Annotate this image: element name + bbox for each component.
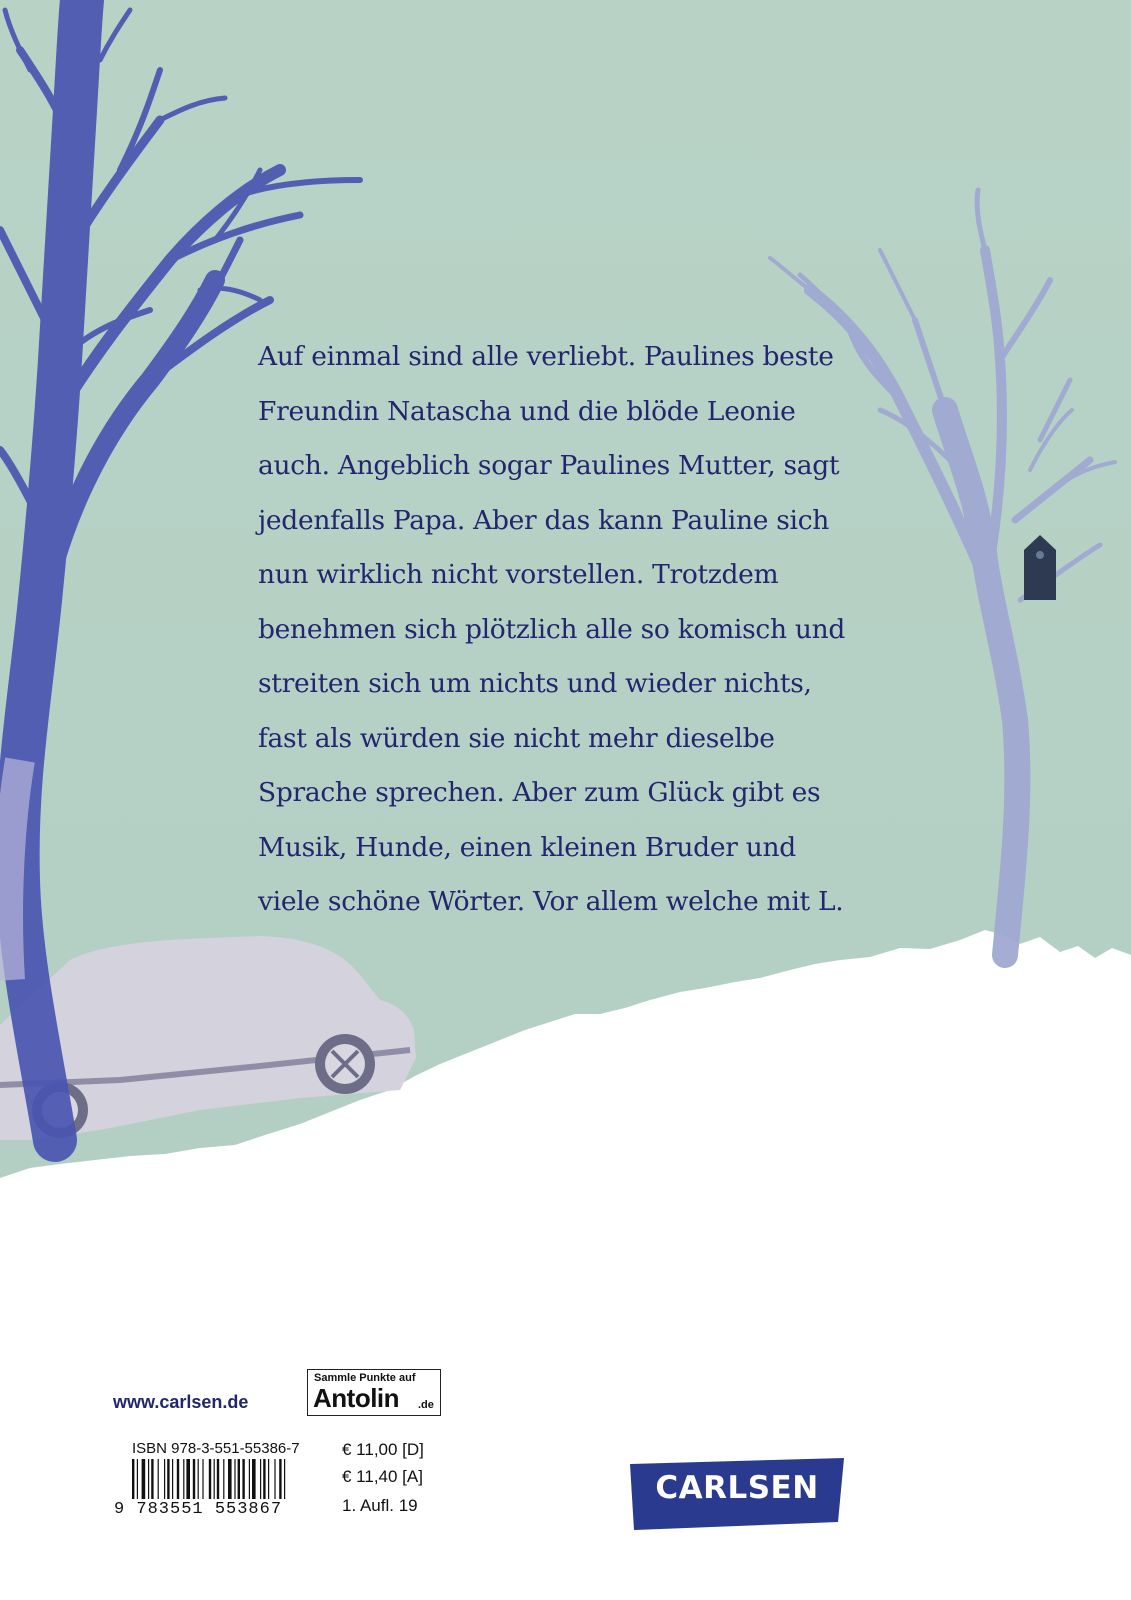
barcode-bar: [167, 1459, 169, 1499]
barcode-bar: [183, 1459, 184, 1499]
barcode-bar: [193, 1459, 195, 1499]
antolin-badge: [307, 1369, 441, 1416]
barcode-bar: [284, 1459, 285, 1499]
barcode-bar: [177, 1459, 179, 1499]
barcode-bar: [268, 1459, 269, 1499]
carlsen-logo: [628, 1458, 846, 1532]
barcode-bar: [238, 1459, 240, 1499]
barcode-bar: [260, 1459, 261, 1499]
barcode-number: 9 783551 553867: [114, 1500, 283, 1519]
blurb-line: Auf einmal sind alle verliebt. Paulines beste: [258, 341, 834, 372]
blurb-line: benehmen sich plötzlich alle so komisch und: [258, 613, 846, 645]
blurb-line: streiten sich um nichts und wieder nichts,: [258, 668, 812, 699]
blurb-line: auch. Angeblich sogar Paulines Mutter, sagt: [258, 450, 840, 481]
carlsen-logo-text: CARLSEN: [655, 1470, 819, 1506]
barcode-bar: [279, 1459, 281, 1499]
price-austria: € 11,40 [A]: [342, 1467, 423, 1486]
blurb-line: nun wirklich nicht vorstellen. Trotzdem: [258, 559, 779, 590]
barcode-bar: [249, 1459, 250, 1499]
barcode-bar: [148, 1459, 149, 1499]
blurb-line: viele schöne Wörter. Vor allem welche mit L.: [258, 886, 844, 917]
barcode-bar: [274, 1459, 275, 1499]
antolin-name: Antolin: [313, 1383, 400, 1413]
tree-haze: [8, 760, 20, 980]
barcode-bar: [223, 1459, 224, 1499]
barcode-bar: [198, 1459, 199, 1499]
barcode-bar: [137, 1459, 138, 1499]
barcode-bar: [242, 1459, 244, 1499]
blurb-line: jedenfalls Papa. Aber das kann Pauline sich: [258, 504, 830, 536]
blurb-line: fast als würden sie nicht mehr dieselbe: [258, 722, 775, 754]
antolin-tld: .de: [418, 1399, 434, 1411]
barcode-bar: [234, 1459, 235, 1499]
blurb-line: Freundin Natascha und die blöde Leonie: [258, 395, 796, 427]
isbn-label: ISBN 978-3-551-55386-7: [132, 1440, 300, 1457]
barcode-bar: [228, 1459, 232, 1499]
barcode-bar: [186, 1459, 190, 1499]
barcode-bar: [202, 1459, 203, 1499]
antolin-tagline: Sammle Punkte auf: [314, 1372, 416, 1384]
barcode-bar: [164, 1459, 165, 1499]
blurb-line: Musik, Hunde, einen kleinen Bruder und: [258, 831, 796, 863]
barcode-bar: [209, 1459, 211, 1499]
barcode-bar: [142, 1459, 146, 1499]
publisher-website[interactable]: www.carlsen.de: [113, 1392, 249, 1412]
barcode-bar: [132, 1459, 134, 1499]
barcode: [132, 1459, 328, 1499]
barcode-bar: [172, 1459, 173, 1499]
barcode-bar: [252, 1459, 256, 1499]
barcode-bar: [217, 1459, 219, 1499]
barcode-bar: [151, 1459, 153, 1499]
price-germany: € 11,00 [D]: [342, 1440, 424, 1459]
barcode-bar: [214, 1459, 215, 1499]
barcode-bar: [263, 1459, 265, 1499]
barcode-bar: [158, 1459, 159, 1499]
blurb-line: Sprache sprechen. Aber zum Glück gibt es: [258, 777, 821, 808]
blurb-text: [258, 330, 878, 930]
edition-label: 1. Aufl. 19: [342, 1496, 418, 1515]
